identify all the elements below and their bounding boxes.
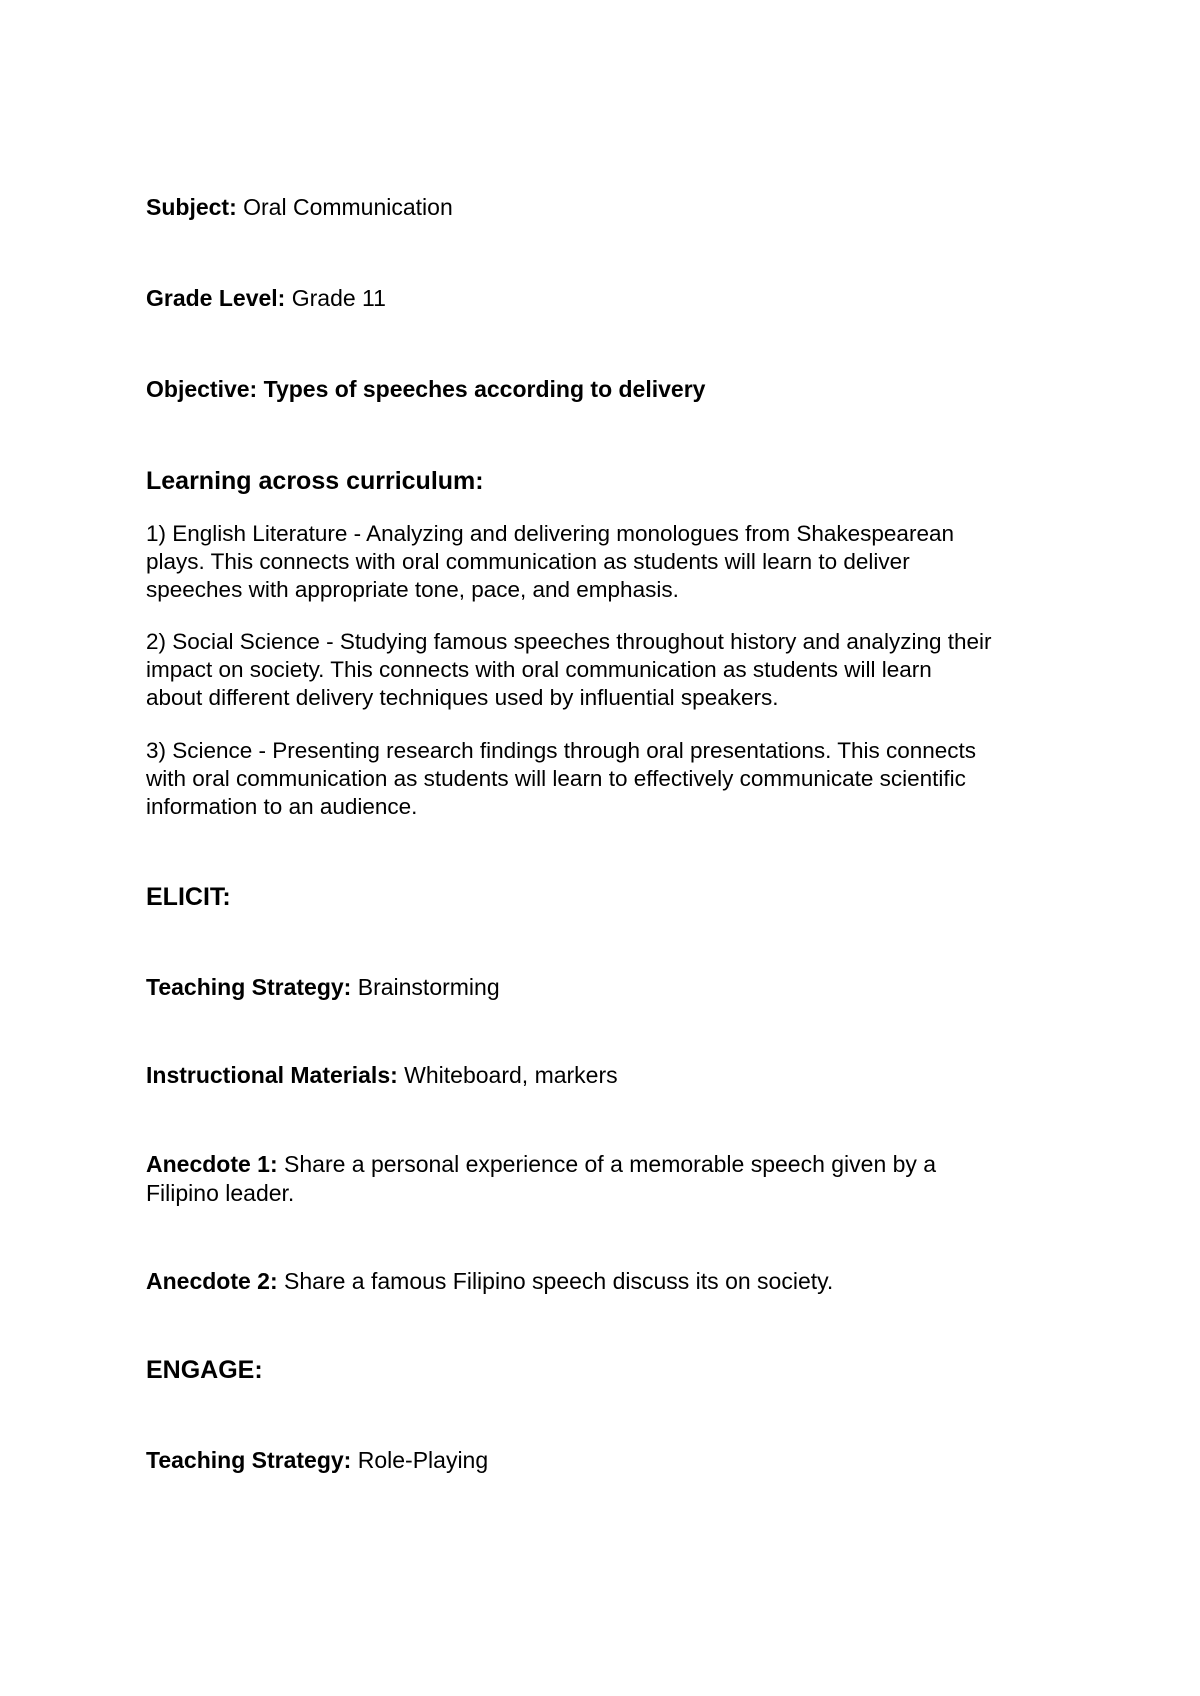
elicit-materials-line: [146, 1061, 618, 1089]
objective-value: Types of speeches according to delivery: [263, 376, 706, 402]
learning-item-line: impact on society. This connects with oral communication as students will learn: [146, 657, 932, 682]
learning-item-line: about different delivery techniques used by influential speakers.: [146, 685, 779, 710]
learning-item-line: plays. This connects with oral communication as students will learn to deliver: [146, 549, 910, 574]
objective-label: Objective:: [146, 376, 258, 402]
learning-item-line: 2) Social Science - Studying famous speeches throughout history and analyzing their: [146, 629, 992, 654]
grade-level-label: Grade Level:: [146, 285, 286, 311]
elicit-materials-label: Instructional Materials:: [146, 1062, 398, 1088]
elicit-strategy-label: Teaching Strategy:: [146, 974, 352, 1000]
anecdote-1-label: Anecdote 1:: [146, 1151, 278, 1177]
engage-strategy-label: Teaching Strategy:: [146, 1447, 352, 1473]
learning-item-line: information to an audience.: [146, 794, 418, 819]
learning-item-1: [146, 520, 1086, 604]
grade-level-line: [146, 284, 386, 312]
elicit-materials-value: Whiteboard, markers: [404, 1062, 618, 1088]
subject-label: Subject:: [146, 194, 237, 220]
elicit-strategy-value: Brainstorming: [357, 974, 500, 1000]
anecdote-1-value: Share a personal experience of a memorable speech given by a: [284, 1151, 937, 1177]
anecdote-1-value-continued: Filipino leader.: [146, 1180, 295, 1206]
anecdote-1-line-2: [146, 1179, 294, 1207]
learning-item-2: [146, 628, 1086, 712]
learning-item-line: speeches with appropriate tone, pace, and emphasis.: [146, 577, 679, 602]
elicit-heading: ELICIT:: [146, 883, 231, 911]
elicit-strategy-line: [146, 973, 500, 1001]
learning-heading: Learning across curriculum:: [146, 467, 484, 495]
engage-strategy-line: [146, 1446, 488, 1474]
anecdote-2-label: Anecdote 2:: [146, 1268, 278, 1294]
subject-value: Oral Communication: [243, 194, 453, 220]
learning-item-line: with oral communication as students will learn to effectively communicate scientific: [146, 766, 966, 791]
anecdote-2-line: [146, 1267, 833, 1295]
engage-heading: ENGAGE:: [146, 1356, 263, 1384]
objective-line: [146, 375, 705, 403]
anecdote-1-line: [146, 1150, 936, 1178]
learning-item-line: 3) Science - Presenting research findings through oral presentations. This connects: [146, 738, 977, 763]
anecdote-2-value: Share a famous Filipino speech discuss its on society.: [284, 1268, 834, 1294]
grade-level-value: Grade 11: [291, 285, 386, 311]
engage-strategy-value: Role-Playing: [357, 1447, 489, 1473]
subject-line: [146, 193, 453, 221]
learning-item-3: [146, 737, 1086, 821]
learning-item-line: 1) English Literature - Analyzing and delivering monologues from Shakespearean: [146, 521, 954, 546]
